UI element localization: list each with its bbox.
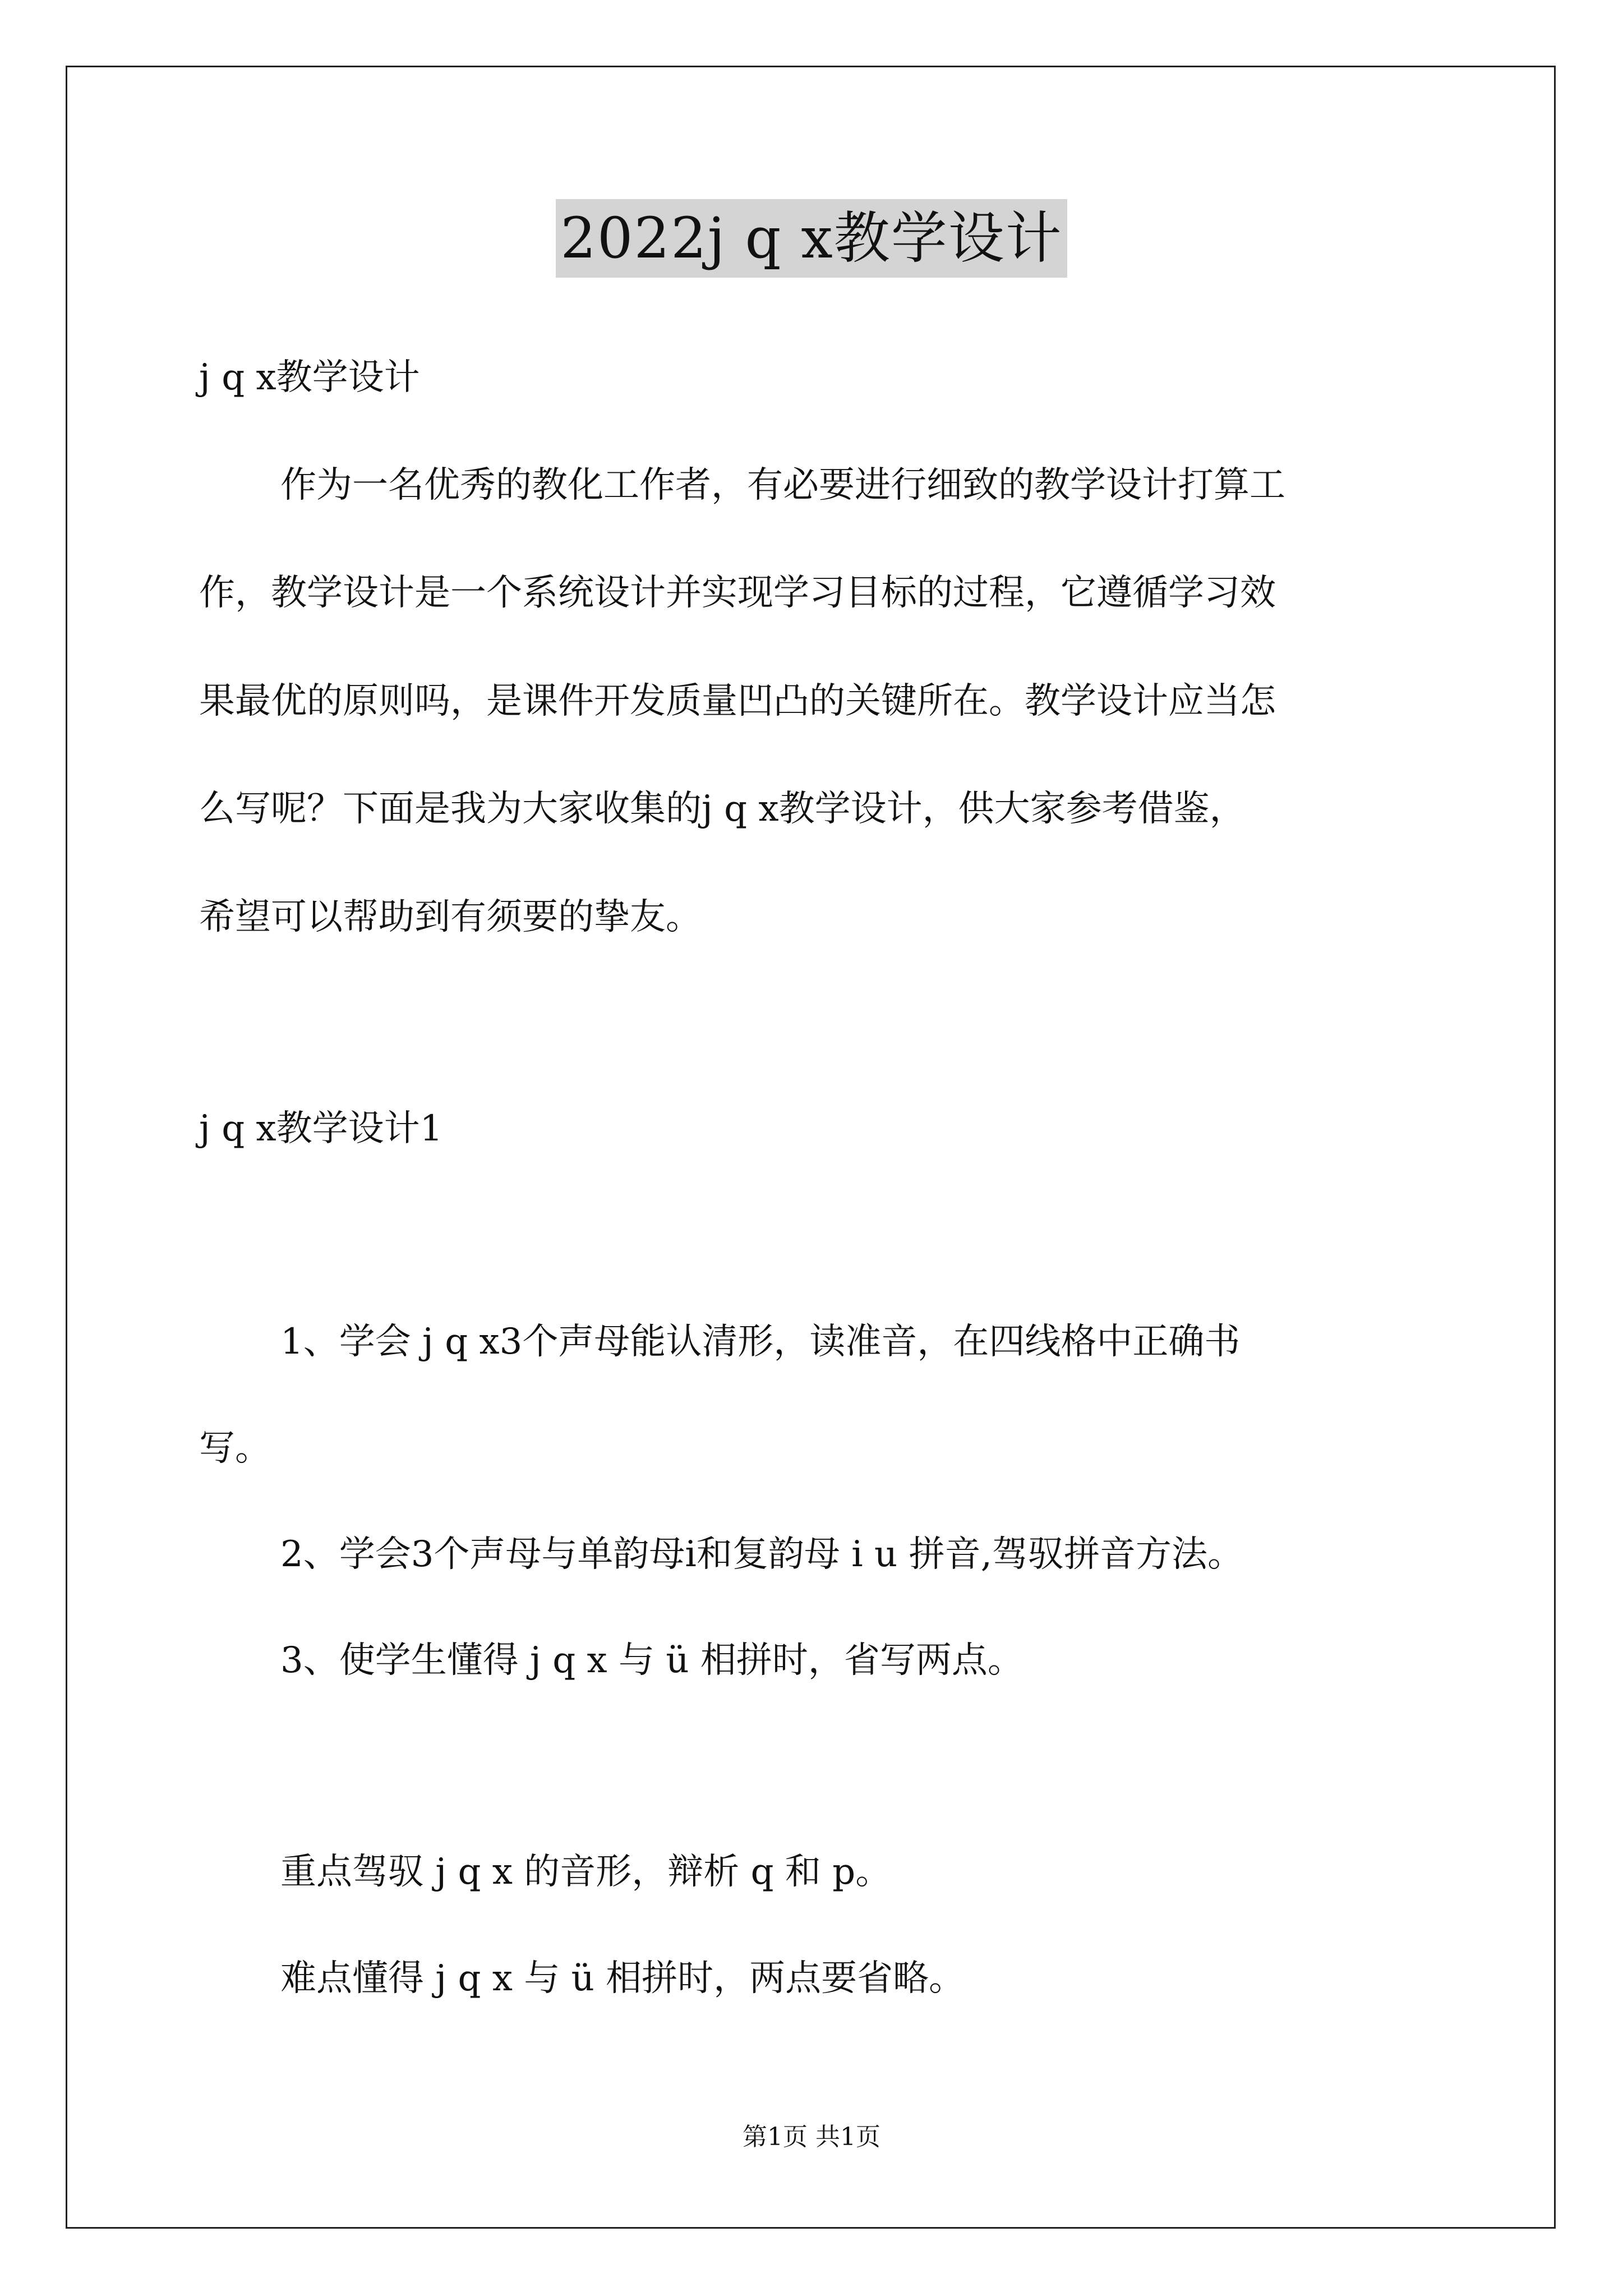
intro-line-2: 作，教学设计是一个系统设计并实现学习目标的过程，它遵循学习效 <box>199 572 1276 614</box>
goal-line-3: 3、使学生懂得 j q x 与 ü 相拼时，省写两点。 <box>280 1640 1023 1681</box>
title-container <box>0 199 1623 278</box>
intro-line-3: 果最优的原则吗，是课件开发质量凹凸的关键所在。教学设计应当怎 <box>199 680 1276 722</box>
page-footer: 第1页 共1页 <box>743 2123 880 2151</box>
difficult-point: 难点懂得 j q x 与 ü 相拼时，两点要省略。 <box>280 1958 965 1999</box>
goal-line-2: 2、学会3个声母与单韵母i和复韵母 i u 拼音,驾驭拼音方法。 <box>280 1534 1243 1575</box>
key-point: 重点驾驭 j q x 的音形，辩析 q 和 p。 <box>280 1851 892 1893</box>
page-title: 2022j q x教学设计 <box>556 199 1067 278</box>
subheading: j q x教学设计 <box>199 357 420 398</box>
goal-line-1: 1、学会 j q x3个声母能认清形，读准音，在四线格中正确书 <box>280 1321 1241 1363</box>
intro-line-1: 作为一名优秀的教化工作者，有必要进行细致的教学设计打算工 <box>280 464 1285 506</box>
section-heading: j q x教学设计1 <box>199 1108 443 1149</box>
goal-line-1-cont: 写。 <box>199 1428 271 1469</box>
intro-line-5: 希望可以帮助到有须要的挚友。 <box>199 896 702 938</box>
intro-line-4: 么写呢？下面是我为大家收集的j q x教学设计，供大家参考借鉴， <box>199 788 1246 830</box>
